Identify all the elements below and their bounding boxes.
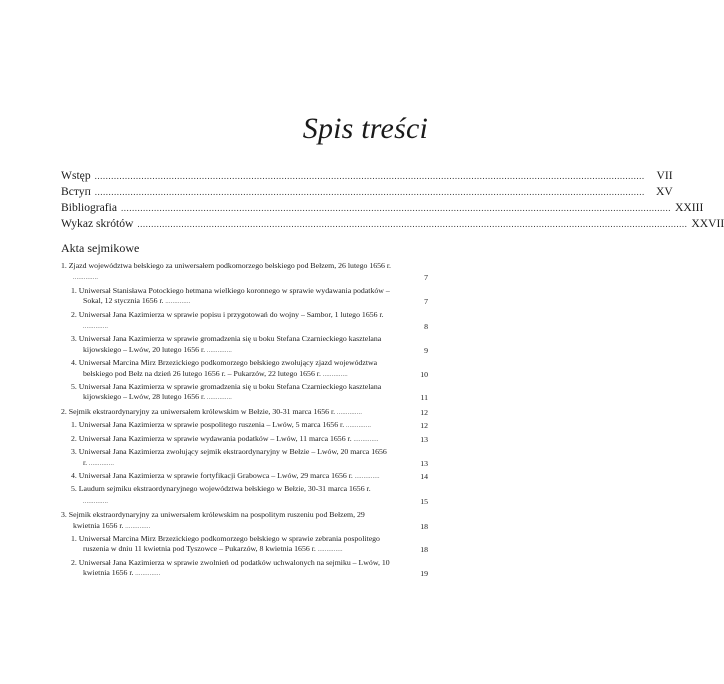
dot-leader: .............. xyxy=(320,371,348,378)
toc-document-entry[interactable] xyxy=(61,484,428,507)
dot-leader: .............. xyxy=(315,547,343,554)
toc-entry-text xyxy=(61,434,428,445)
page-title: Spis treści xyxy=(302,112,428,145)
front-matter-list xyxy=(61,168,724,232)
dot-leader: ........................................................................................................................................................................................................ xyxy=(94,171,645,181)
dot-leader: .............. xyxy=(351,436,379,443)
front-matter-page: XXVII xyxy=(691,217,724,230)
dot-leader: .............. xyxy=(87,460,115,467)
toc-entry-text xyxy=(61,334,428,356)
toc-document-entry[interactable] xyxy=(61,534,428,556)
toc-entry-text xyxy=(61,471,428,482)
toc-entry-title: 2. Uniwersał Jana Kazimierza w sprawie zwolnień od podatków uchwalonych na sejmiku – Lwów, 10 kwietnia 1656 r. xyxy=(71,557,390,578)
toc-entry-title: 2. Uniwersał Jana Kazimierza w sprawie wydawania podatków – Lwów, 11 marca 1656 r. xyxy=(71,433,352,443)
toc-entry-title: 1. Uniwersał Stanisława Potockiego hetmana wielkiego koronnego w sprawie wydawania podatków – Sokal, 12 stycznia 1656 r. xyxy=(71,285,390,306)
front-matter-page: XV xyxy=(656,185,673,198)
toc-entry-page: 14 xyxy=(420,471,428,481)
dot-leader: .............. xyxy=(205,395,233,402)
dot-leader: .............. xyxy=(123,523,151,530)
dot-leader: .............. xyxy=(205,347,233,354)
toc-entry-text xyxy=(61,310,428,333)
toc-document-entry[interactable] xyxy=(61,471,428,482)
toc-entry-title: 5. Uniwersał Jana Kazimierza w sprawie gromadzenia się u boku Stefana Czarnieckiego kasztelana kijowskiego – Lwów, 28 lutego 1656 r. xyxy=(71,382,382,402)
toc-entry-page: 18 xyxy=(420,545,428,555)
toc-entry-title: 4. Uniwersał Jana Kazimierza w sprawie fortyfikacji Grabowca – Lwów, 29 marca 1656 r. xyxy=(71,470,353,480)
toc-document-entry[interactable] xyxy=(61,447,428,469)
dot-leader: ........................................................................................................................................................................................................ xyxy=(94,187,645,197)
toc-chapter-entry[interactable] xyxy=(61,510,428,532)
front-matter-label: Wstęp xyxy=(61,169,91,182)
toc-entry-text xyxy=(61,358,428,380)
toc-entry-title: 1. Uniwersał Marcina Mirz Brzezickiego podkomorzego bełskiego w sprawie zebrania pospolitego ruszenia w dniu 11 kwietnia pod Tyszowce – Pukarzów, 8 kwietnia 1656 r. xyxy=(71,533,380,554)
front-matter-label: Wykaz skrótów xyxy=(61,217,134,230)
front-matter-label: Вступ xyxy=(61,185,91,198)
front-matter-item[interactable] xyxy=(61,200,704,216)
toc-document-entry[interactable] xyxy=(61,358,428,380)
toc-document-entry[interactable] xyxy=(61,382,428,404)
toc-entry-page: 13 xyxy=(420,434,428,444)
toc-entry-text xyxy=(61,484,428,507)
toc-document-entry[interactable] xyxy=(61,434,428,445)
toc-entry-title: 3. Sejmik ekstraordynaryjny za uniwersałem królewskim na pospolitym ruszeniu pod Bełzem, 29 kwietnia 1656 r. xyxy=(61,510,365,530)
toc-entry-text xyxy=(61,558,428,580)
toc-entry-text xyxy=(61,407,428,418)
front-matter-page: XXIII xyxy=(675,201,704,214)
toc-entry-page: 7 xyxy=(424,273,428,283)
front-matter-item[interactable] xyxy=(61,184,673,200)
dot-leader: .............. xyxy=(133,571,161,578)
section-heading: Akta sejmikowe xyxy=(61,241,140,255)
dot-leader: .............. xyxy=(344,423,372,430)
dot-leader: ........................................................................................................................................................................................................ xyxy=(121,203,672,213)
toc-document-entry[interactable] xyxy=(61,334,428,356)
toc-entry-page: 12 xyxy=(420,421,428,431)
toc-document-entry[interactable] xyxy=(61,310,428,333)
toc-entry-page: 15 xyxy=(420,496,428,506)
toc-entry-page: 7 xyxy=(424,297,428,307)
toc-entry-title: 4. Uniwersał Marcina Mirz Brzezickiego podkomorzego bełskiego zwołujący zjazd województwa bełskiego pod Bełz na dzień 26 lutego 1656 r. – Pukarzów, 22 lutego 1656 r. xyxy=(71,358,378,378)
toc-entry-title: 1. Zjazd województwa bełskiego za uniwersałem podkomorzego bełskiego pod Bełzem, 26 lutego 1656 r. xyxy=(61,261,391,270)
toc-entry-title: 3. Uniwersał Jana Kazimierza zwołujący sejmik ekstraordynaryjny w Bełzie – Lwów, 20 marca 1656 r. xyxy=(71,447,387,467)
dot-leader: ........................................................................................................................................................................................................ xyxy=(137,219,688,229)
front-matter-item[interactable] xyxy=(61,216,724,232)
dot-leader: .............. xyxy=(335,409,363,416)
toc-entry-page: 13 xyxy=(420,458,428,468)
toc-entry-page: 9 xyxy=(424,345,428,355)
toc-entry-text xyxy=(61,261,428,284)
toc-entry-title: 5. Laudum sejmiku ekstraordynaryjnego województwa bełskiego w Bełzie, 30-31 marca 1656 r. xyxy=(71,484,371,494)
toc-document-entry[interactable] xyxy=(61,420,428,431)
toc-entry-text xyxy=(61,420,428,431)
toc-entry-page: 12 xyxy=(420,407,428,417)
dot-leader: .............. xyxy=(352,473,380,480)
toc-entry-title: 1. Uniwersał Jana Kazimierza w sprawie pospolitego ruszenia – Lwów, 5 marca 1656 r. xyxy=(71,420,345,430)
toc-entry-page: 11 xyxy=(420,393,428,403)
toc-chapter-entry[interactable] xyxy=(61,261,428,284)
toc-entry-page: 19 xyxy=(420,569,428,579)
toc-entry-title: 2. Sejmik ekstraordynaryjny za uniwersałem królewskim w Bełzie, 30-31 marca 1656 r. xyxy=(61,406,336,416)
toc-entry-text xyxy=(61,447,428,469)
toc-entry-page: 10 xyxy=(420,369,428,379)
front-matter-label: Bibliografia xyxy=(61,201,118,214)
toc-document-entry[interactable] xyxy=(61,286,428,308)
front-matter-item[interactable] xyxy=(61,168,673,184)
toc-document-entry[interactable] xyxy=(61,558,428,580)
dot-leader: .............. xyxy=(163,299,191,306)
toc-chapter-entry[interactable] xyxy=(61,407,428,418)
toc-entry-title: 3. Uniwersał Jana Kazimierza w sprawie gromadzenia się u boku Stefana Czarnieckiego kasztelana kijowskiego – Lwów, 20 lutego 1656 r. xyxy=(71,334,382,354)
toc-entry-text xyxy=(61,510,428,532)
toc-entry-title: 2. Uniwersał Jana Kazimierza w sprawie popisu i przygotowań do wojny – Sambor, 1 lutego 1656 r. xyxy=(71,309,384,319)
toc-entry-page: 18 xyxy=(420,521,428,531)
toc-entry-text xyxy=(61,382,428,404)
toc-list xyxy=(61,258,428,580)
toc-entry-text xyxy=(61,534,428,556)
dot-leader: .............. xyxy=(83,498,109,505)
front-matter-page: VII xyxy=(656,169,673,182)
toc-entry-text xyxy=(61,286,428,308)
dot-leader: .............. xyxy=(83,324,109,331)
toc-entry-page: 8 xyxy=(424,322,428,332)
dot-leader: .............. xyxy=(73,275,99,282)
